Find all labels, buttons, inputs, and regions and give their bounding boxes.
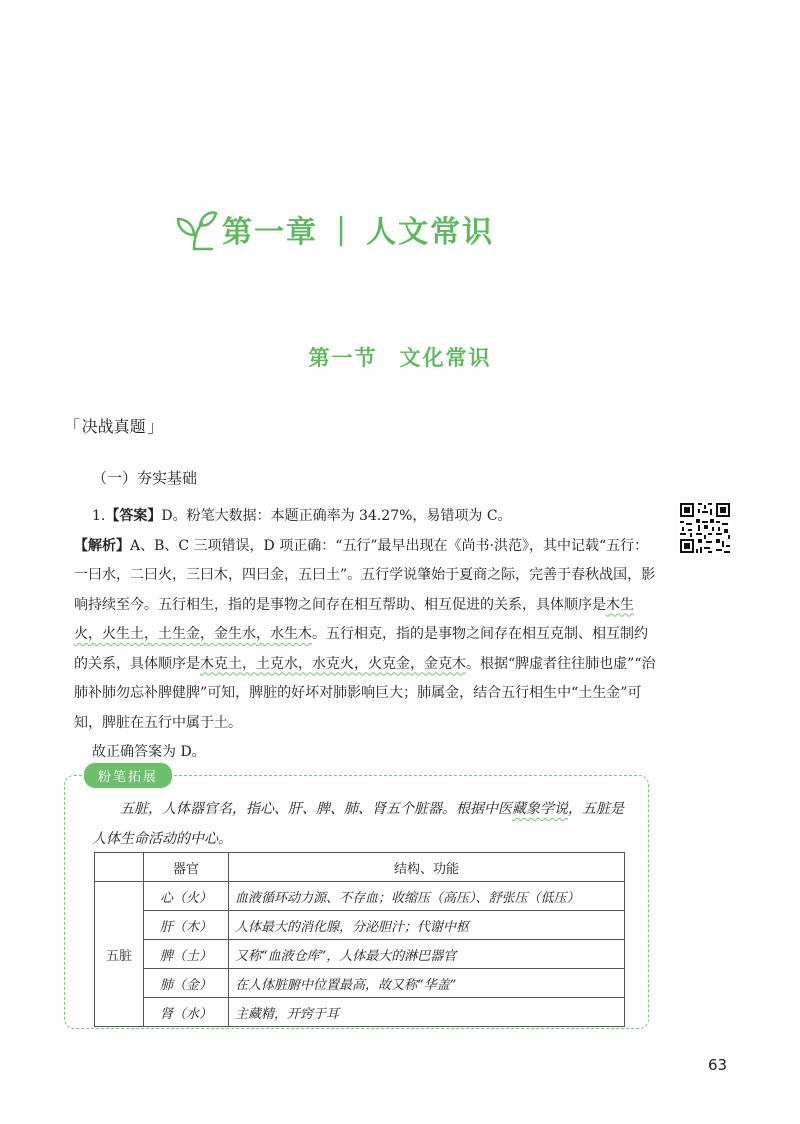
table-function-cell: 又称“血液仓库”，人体最大的淋巴器官 (229, 940, 625, 969)
answer-line (92, 502, 657, 532)
table-function-cell: 主藏精，开窍于耳 (229, 998, 625, 1027)
table-row (95, 882, 625, 911)
answer-text: D。粉笔大数据：本题正确率为 34.27%，易错项为 C。 (161, 508, 512, 524)
table-header-organ: 器官 (144, 853, 229, 882)
table-header-function: 结构、功能 (229, 853, 625, 882)
table-organ-cell: 肺（金） (144, 969, 229, 998)
question-number: 1. (92, 508, 106, 524)
sub-heading: （一）夯实基础 (92, 469, 198, 487)
table-organ-cell: 肝（木） (144, 911, 229, 940)
table-row (95, 940, 625, 969)
bracket-heading (64, 414, 163, 437)
page-number: 63 (708, 1056, 728, 1074)
extension-text (92, 794, 627, 854)
extension-highlight: 藏象学说 (512, 801, 568, 817)
sprout-icon (172, 205, 218, 253)
table-row (95, 969, 625, 998)
table-header-blank (95, 853, 144, 882)
analysis-part-1: A、B、C 三项错误，D 项正确：“五行”最早出现在《尚书·洪范》，其中记载“五行：一曰水，二曰火，三曰木，四曰金，五曰土”。五行学说肇始于夏商之际，完善于春秋战国，影响持续至今。五行相生，指的是事物之间存在相互帮助、相互促进的关系，具体顺序是 (74, 537, 656, 613)
question-body (74, 502, 657, 768)
chapter-number: 第一章 (222, 215, 318, 250)
analysis-part-3: 。根据“脾虚者往往肺也虚”“治肺补肺勿忘补脾健脾”可知，脾脏的好坏对肺影响巨大；肺属金，结合五行相生中“土生金”可知，脾脏在五行中属于土。 (74, 655, 656, 731)
table-row (95, 911, 625, 940)
chapter-separator: | (336, 211, 349, 247)
extension-text-a: 五脏，人体器官名，指心、肝、脾、肺、肾五个脏器。根据中医 (120, 801, 512, 817)
table-function-cell: 人体最大的消化腺，分泌胆汁；代谢中枢 (229, 911, 625, 940)
section-title (0, 342, 800, 372)
table-row (95, 998, 625, 1027)
organ-table (94, 852, 625, 1027)
analysis-part-2: 。五行相克，指的是事物之间存在相互克制、相互制约的关系，具体顺序是 (74, 626, 648, 672)
chapter-title (172, 205, 494, 253)
analysis-paragraph (74, 532, 657, 739)
extension-text-b: ，五脏是人体生命活动的中心。 (92, 801, 624, 847)
chapter-name: 人文常识 (366, 215, 495, 250)
extension-tag: 粉笔拓展 (84, 763, 172, 788)
restrain-sequence: 木克土，土克水，水克火，火克金，金克木 (200, 655, 466, 672)
table-header-row (95, 853, 625, 882)
table-organ-cell: 心（火） (144, 882, 229, 911)
right-corner-bracket: 」 (147, 417, 164, 436)
table-organ-cell: 脾（土） (144, 940, 229, 969)
generate-sequence: 木生火，火生土，土生金，金生水，水生木 (74, 596, 634, 642)
section-name: 文化常识 (399, 346, 492, 370)
answer-tag: 【答案】 (105, 508, 162, 524)
conclusion-line: 故正确答案为 D。 (92, 744, 206, 760)
table-function-cell: 在人体脏腑中位置最高，故又称“华盖” (229, 969, 625, 998)
bracket-heading-text: 决战真题 (81, 417, 146, 436)
table-group-cell: 五脏 (95, 882, 144, 1027)
table-function-cell: 血液循环动力源、不存血；收缩压（高压）、舒张压（低压） (229, 882, 625, 911)
left-corner-bracket: 「 (64, 417, 81, 436)
analysis-tag: 【解析】 (74, 537, 130, 554)
qr-code-icon (678, 501, 732, 555)
table-organ-cell: 肾（水） (144, 998, 229, 1027)
section-number: 第一节 (308, 346, 378, 370)
